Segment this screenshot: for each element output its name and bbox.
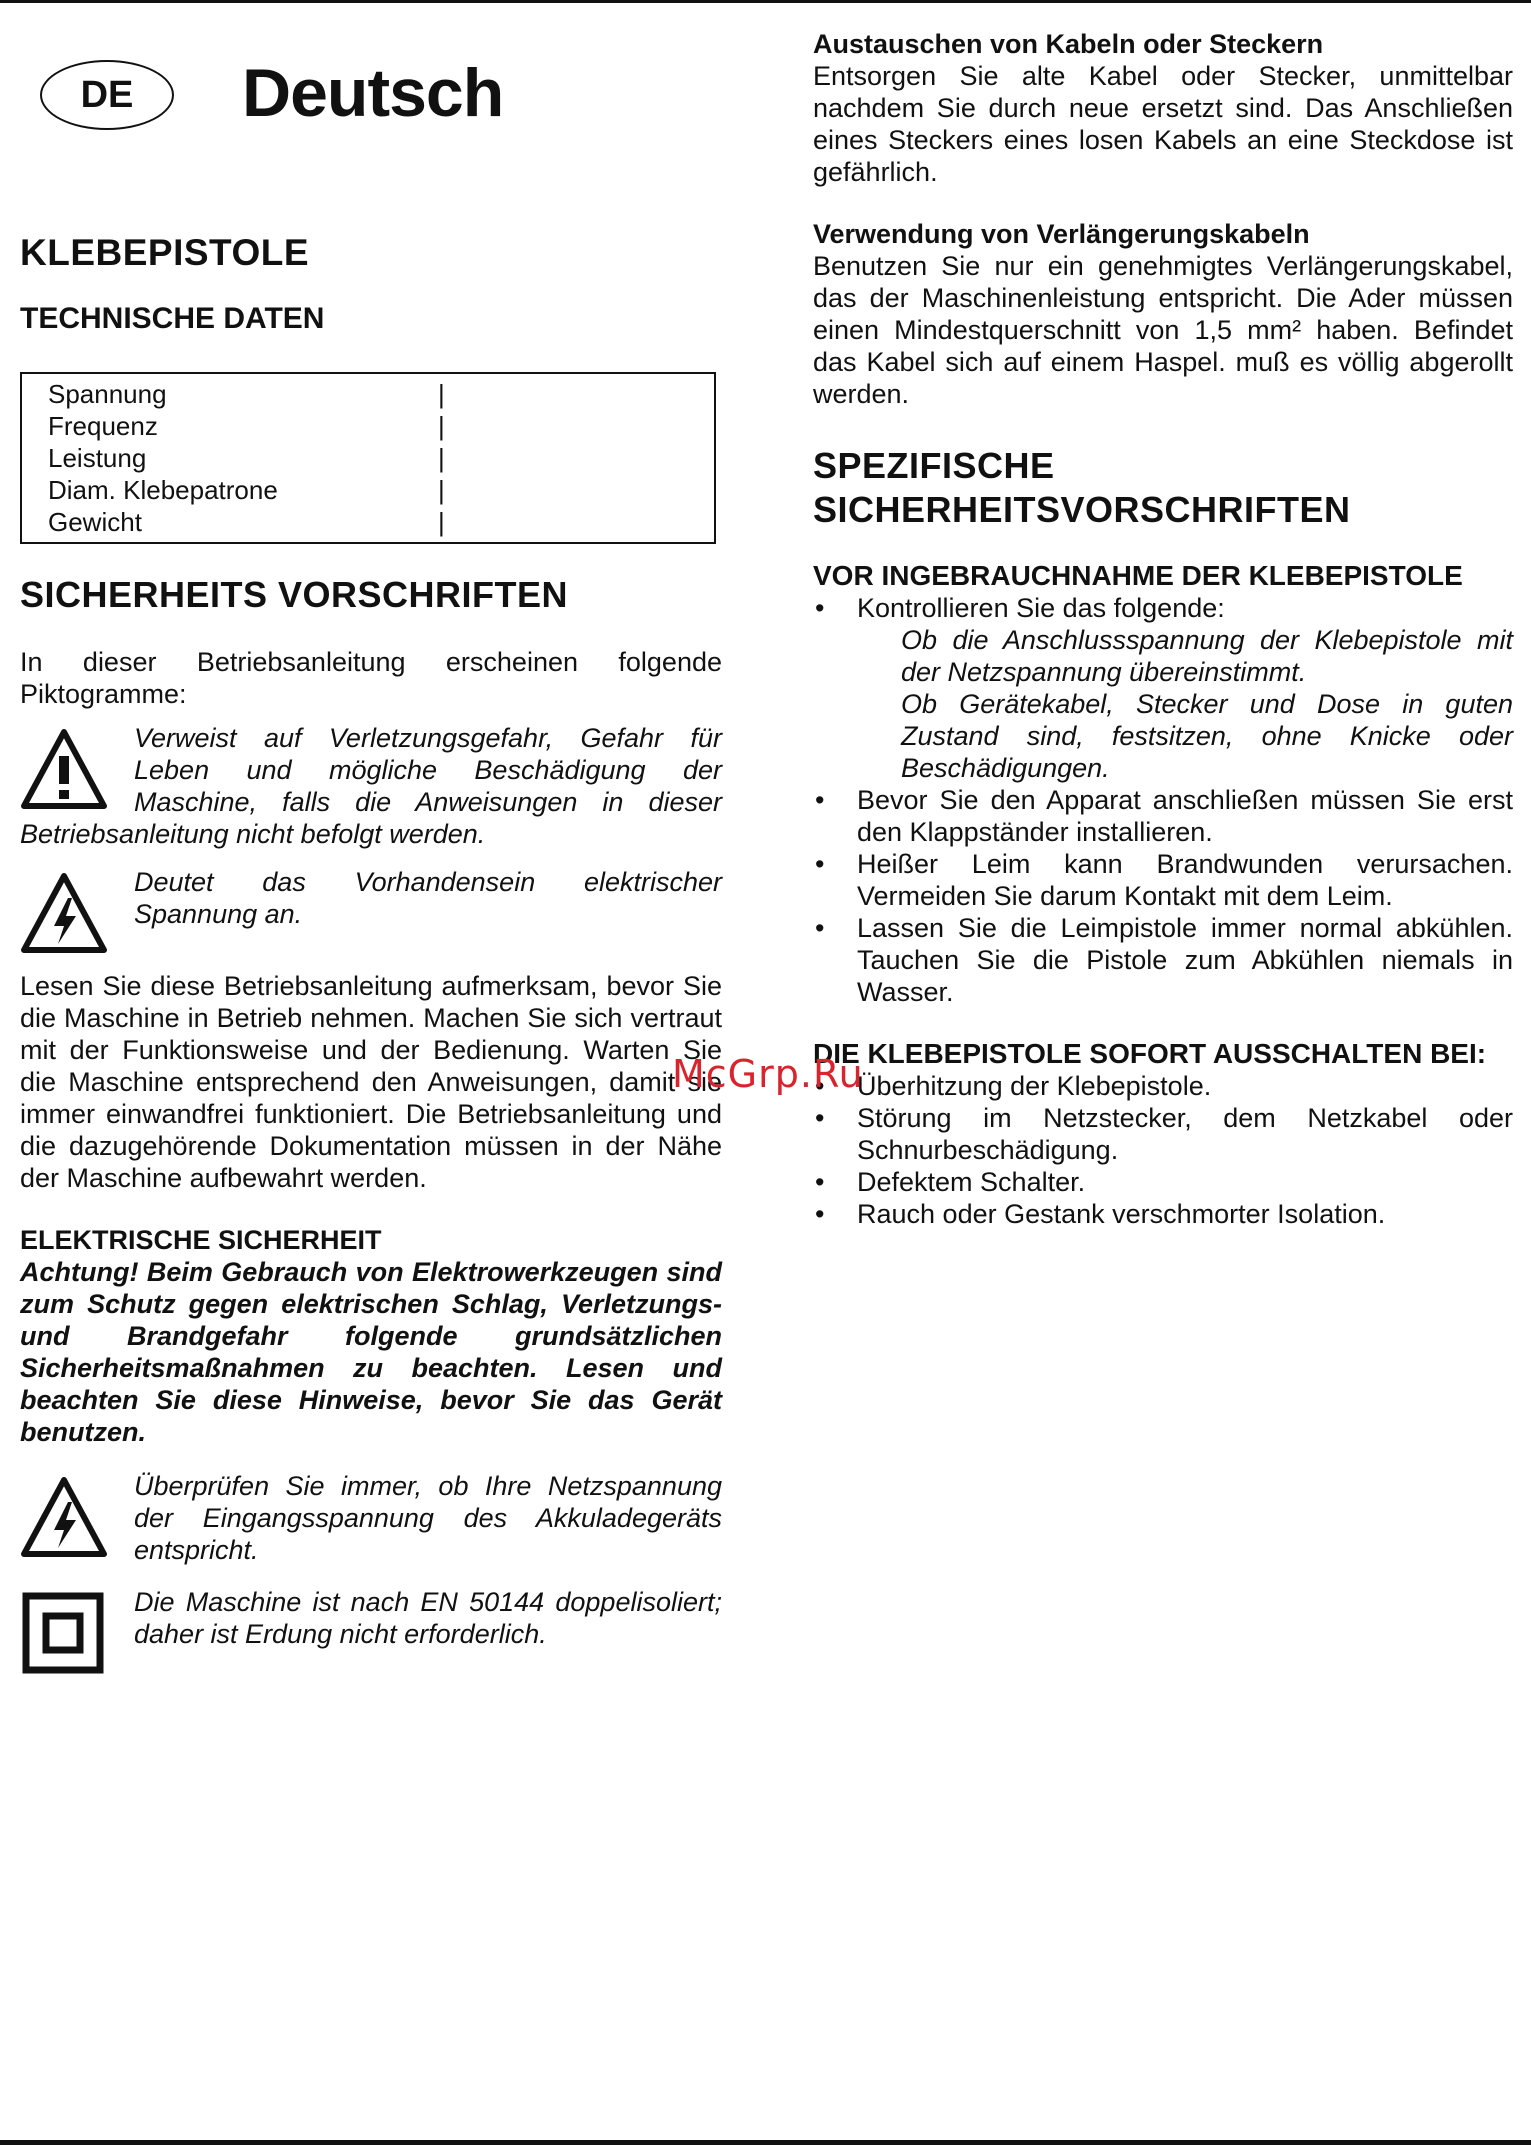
spec-value	[442, 506, 714, 538]
watermark: McGrp.Ru	[672, 1052, 864, 1096]
left-column	[20, 40, 722, 1676]
double-insulation-text: Die Maschine ist nach EN 50144 doppelisoliert; daher ist Erdung nicht erforderlich.	[134, 1587, 722, 1649]
spec-value	[442, 410, 714, 442]
extension-text: Benutzen Sie nur ein genehmigtes Verlängerungskabel, das der Maschinenleistung entspricht. Die Ader müssen einen Mindestquerschnitt von 1,5 mm² haben. Befindet das Kabel sich auf einem Haspel. muß es völlig abgerollt werden.	[813, 251, 1513, 409]
warning-general	[20, 722, 722, 850]
check-voltage: Ob die Anschlussspannung der Klebepistole mit der Netzspannung übereinstimmt.	[901, 625, 1513, 687]
spec-label: Frequenz	[48, 411, 158, 441]
spec-value	[442, 474, 714, 506]
electrical-warning: Achtung! Beim Gebrauch von Elektrowerkzeugen sind zum Schutz gegen elektrischen Schlag, Verletzungs- und Brandgefahr folgende grundsätzlichen Sicherheitsmaßnahmen zu beachten. Lesen und beachten Sie diese Hinweise, bevor Sie das Gerät benutzen.	[20, 1257, 722, 1447]
specific-safety-heading: SPEZIFISCHE SICHERHEITSVORSCHRIFTEN	[813, 445, 1351, 530]
bottom-rule	[0, 2140, 1531, 2145]
safety-intro: In dieser Betriebsanleitung erscheinen folgende Piktogramme:	[20, 647, 722, 709]
electrical-safety-heading: ELEKTRISCHE SICHERHEIT	[20, 1225, 382, 1255]
double-insulation-icon	[20, 1592, 108, 1674]
read-manual-text: Lesen Sie diese Betriebsanleitung aufmerksam, bevor Sie die Maschine in Betrieb nehmen. Machen Sie sich vertraut mit der Funktionsweise und der Bedienung. Warten Sie die Maschine entsprechend den Anweisungen, damit sie immer einwandfrei funktioniert. Die Betriebsanleitung und die dazugehörende Dokumentation müssen in der Nähe der Maschine aufbewahrt werden.	[20, 971, 722, 1193]
list-item: • Defektem Schalter.	[813, 1166, 1513, 1198]
electric-hazard-icon	[20, 872, 108, 954]
spec-value	[442, 442, 714, 474]
warning-voltage-check	[20, 1470, 722, 1566]
warning-electric	[20, 866, 722, 930]
double-insulation-note	[20, 1586, 722, 1650]
spec-row	[22, 378, 714, 410]
spec-row	[22, 442, 714, 474]
spec-row	[22, 410, 714, 442]
safety-heading: SICHERHEITS VORSCHRIFTEN	[20, 574, 569, 615]
warning-general-text: Verweist auf Verletzungsgefahr, Gefahr für Leben und mögliche Beschädigung der Maschine, falls die Anweisungen in dieser Betriebsanleitung nicht befolgt werden.	[20, 723, 722, 849]
list-item	[813, 592, 1513, 784]
spec-table	[20, 372, 716, 544]
warning-electric-text: Deutet das Vorhandensein elektrischer Spannung an.	[134, 867, 722, 929]
cables-heading: Austauschen von Kabeln oder Steckern	[813, 29, 1324, 59]
list-item: • Rauch oder Gestank verschmorter Isolation.	[813, 1198, 1513, 1230]
document-title: KLEBEPISTOLE	[20, 232, 310, 273]
check-label: Kontrollieren Sie das folgende:	[857, 593, 1225, 623]
spec-row	[22, 474, 714, 506]
language-header	[20, 40, 722, 150]
list-item: • Überhitzung der Klebepistole.	[813, 1070, 1513, 1102]
language-badge: DE	[40, 60, 174, 130]
top-rule	[0, 0, 1531, 3]
spec-label: Spannung	[48, 379, 167, 409]
switch-off-heading: DIE KLEBEPISTOLE SOFORT AUSSCHALTEN BEI:	[813, 1038, 1487, 1069]
before-use-list	[813, 592, 1513, 1008]
cables-text: Entsorgen Sie alte Kabel oder Stecker, unmittelbar nachdem Sie durch neue ersetzt sind. Das Anschließen eines Steckers eines losen Kabels an eine Steckdose ist gefährlich.	[813, 61, 1513, 187]
spec-label: Leistung	[48, 443, 147, 473]
spec-value	[442, 378, 714, 410]
switch-off-list	[813, 1070, 1513, 1230]
right-column	[813, 28, 1513, 1230]
voltage-check-text: Überprüfen Sie immer, ob Ihre Netzspannung der Eingangsspannung des Akkuladegeräts entspricht.	[134, 1471, 722, 1565]
list-item: • Lassen Sie die Leimpistole immer normal abkühlen. Tauchen Sie die Pistole zum Abkühlen niemals in Wasser.	[813, 912, 1513, 1008]
before-use-heading: VOR INGEBRAUCHNAHME DER KLEBEPISTOLE	[813, 560, 1463, 591]
spec-label: Diam. Klebepatrone	[48, 475, 278, 505]
list-item: • Bevor Sie den Apparat anschließen müssen Sie erst den Klappständer installieren.	[813, 784, 1513, 848]
list-item: • Störung im Netzstecker, dem Netzkabel oder Schnurbeschädigung.	[813, 1102, 1513, 1166]
tech-data-heading: TECHNISCHE DATEN	[20, 302, 325, 335]
language-title: Deutsch	[242, 55, 504, 131]
list-item: • Heißer Leim kann Brandwunden verursachen. Vermeiden Sie darum Kontakt mit dem Leim.	[813, 848, 1513, 912]
warning-triangle-icon	[20, 728, 108, 810]
spec-row	[22, 506, 714, 538]
electric-hazard-icon	[20, 1476, 108, 1558]
extension-heading: Verwendung von Verlängerungskabeln	[813, 219, 1310, 249]
spec-label: Gewicht	[48, 507, 142, 537]
check-cables: Ob Gerätekabel, Stecker und Dose in guten Zustand sind, festsitzen, ohne Knicke oder Beschädigungen.	[901, 689, 1513, 783]
